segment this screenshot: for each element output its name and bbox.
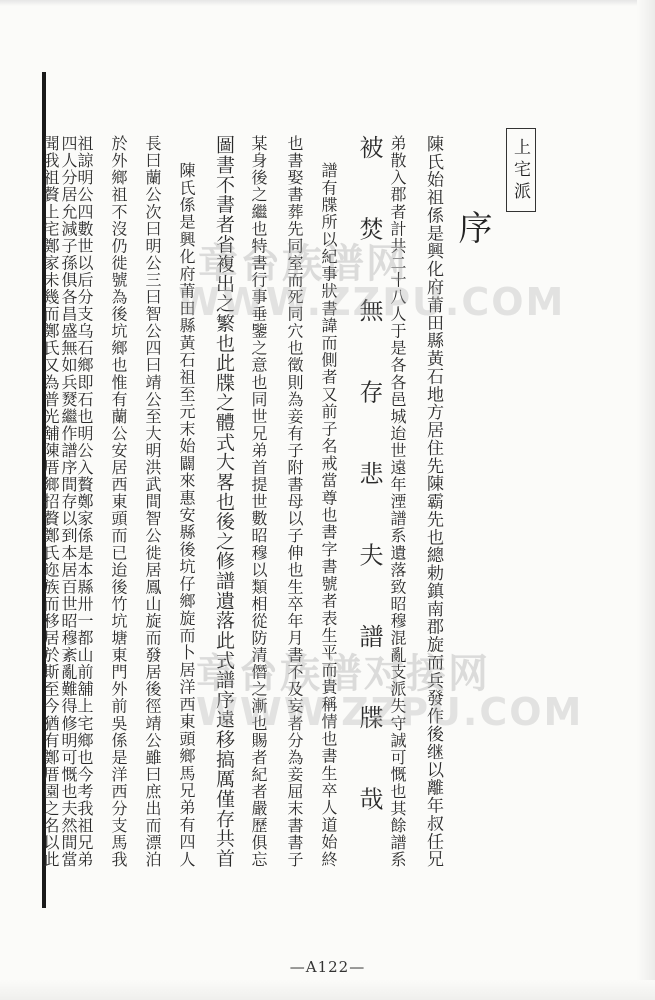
text-column: 聞我祖贅上宅鄭家未幾而鄭氏又為普光舖陳厝鄉招贅鄭氏迩族而移居於斯至今猶有鄭厝園之名以此 (41, 135, 60, 869)
watermark-text-cn: 章台族谱对接网 (196, 651, 490, 697)
text-column: 弟散入郡者計共二十八人于是各各邑城迨世遠年湮譜系遺落致昭穆混亂支派失守誠可慨也其餘譜系 (388, 135, 407, 869)
text-column: 某身後之繼也特書行事垂鑒之意也同世兄弟首提世數昭穆以類相從防清僭之漸也賜者紀者嚴歷俱忘 (249, 135, 268, 869)
text-column: 四人分居允減子孫俱各昌盛無如兵燹繼作譜序間存以到本居百世昭穆紊亂難得修明可慨也夫然間當 (59, 135, 78, 869)
text-column: 祖諒明公四數世以后分支乌石鄉即石也明公入贅鄭家係是本縣卅一都山前舖上宅鄉也今考我祖兄弟 (75, 135, 94, 869)
page-top-shadow (0, 0, 655, 6)
text-column: 陳氏始祖係是興化府莆田縣黃石地方居住先陳霸先也總勅鎮南郡旋而兵發作後继以離年叔任兄 (423, 135, 443, 869)
branch-label: 上宅派 (510, 138, 530, 204)
watermark-url: WWW.ZZPU.COM (196, 690, 584, 734)
text-column: 圖書不書者省複出之繁也此牒之體式大畧也後之修譜遺落此式譜序遠移搞厲僅存共首 (213, 135, 235, 868)
text-column: 長曰蘭公次曰明公三曰智公四曰靖公至大明洪武間智公徙居鳳山旋而發居後徑靖公雖曰庶出而漂泊 (143, 135, 162, 869)
page-bottom-shadow (0, 980, 655, 1000)
text-column: 陳氏係是興化府莆田縣黃石祖至元末始闢來惠安縣後坑仔鄉旋而卜居洋西東頭鄉馬兄弟有四人 (177, 162, 196, 869)
page-number: —A122— (289, 958, 366, 976)
text-column: 也書娶書葬先同室而死同穴也徵則為妾有子附書母以子伸也生卒年月書不及妄者分為妾屈末書書子 (285, 135, 304, 869)
page-title: 序 (452, 210, 492, 246)
watermark-text-cn: 章台族谱网 (198, 241, 408, 287)
text-column: 譜有牒所以紀事狀書諱而側者又前子名戒當尊也書字書號者表生平而貴稱情也書生卒人道始終 (319, 162, 338, 869)
text-column: 於外鄉祖不沒仍徙號為後坑鄉也惟有蘭公安居西東頭而已迨後竹坑塘東門外前吳係是洋西分支馬我 (109, 135, 128, 869)
page-right-shadow (637, 0, 655, 1000)
text-column: 被焚無存悲夫譜牒哉 (355, 135, 383, 868)
watermark-url: WWW.ZZPU.COM (178, 280, 566, 324)
